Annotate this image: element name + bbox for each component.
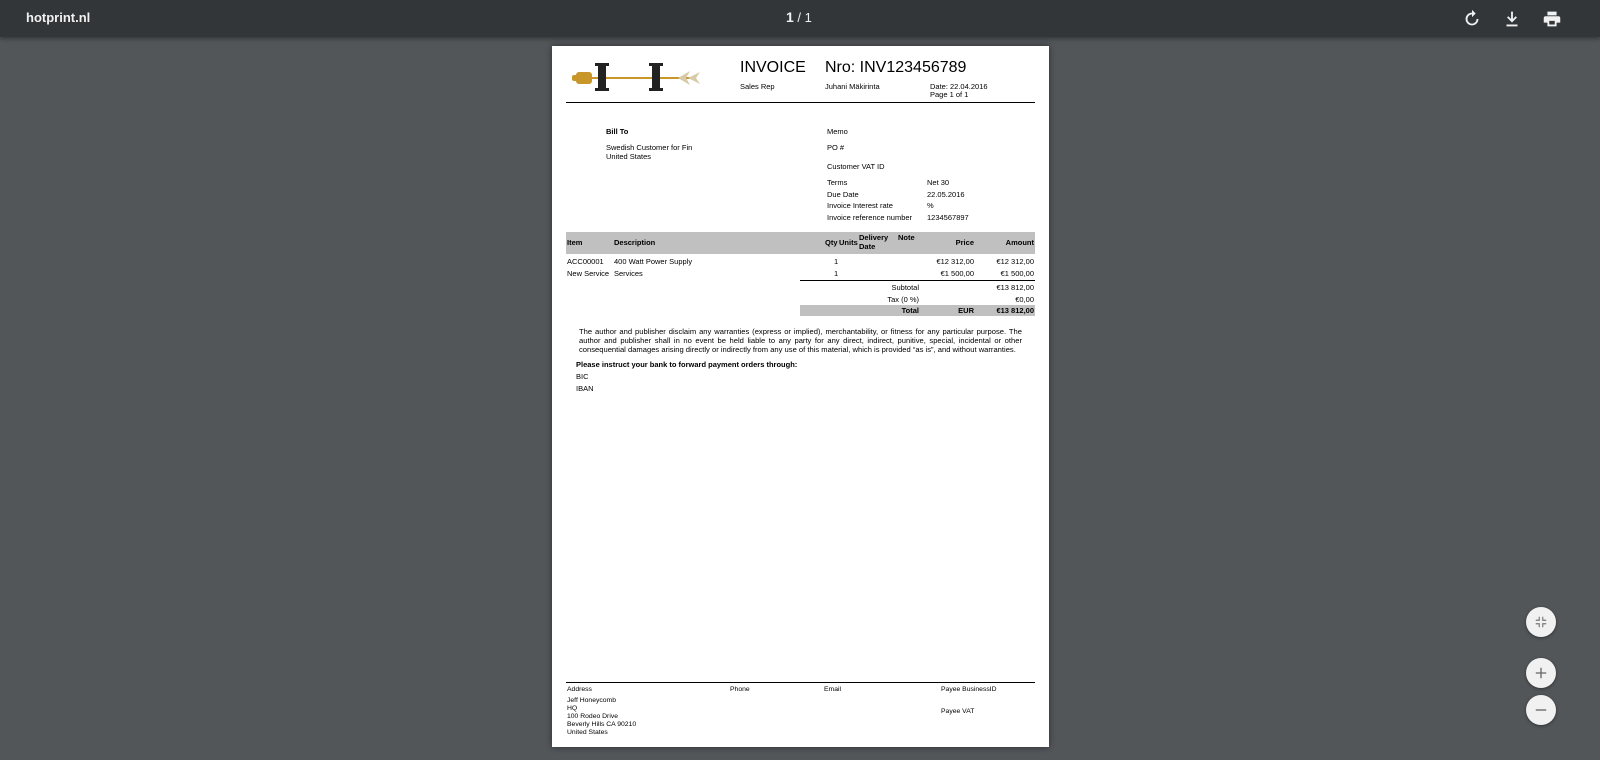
download-icon[interactable] (1501, 8, 1523, 30)
row2-price: €1 500,00 (940, 269, 974, 278)
bank-instruction: Please instruct your bank to forward payment orders through: (576, 360, 798, 369)
bic-label: BIC (576, 372, 589, 381)
row1-description: 400 Watt Power Supply (614, 257, 693, 266)
row1-price: €12 312,00 (936, 257, 974, 266)
row2-qty: 1 (834, 269, 839, 278)
interest-rate-label: Invoice Interest rate (827, 201, 893, 210)
row2-description: Services (614, 269, 643, 278)
zoom-out-button[interactable] (1526, 695, 1556, 725)
col-price: Price (955, 238, 974, 247)
zoom-in-button[interactable] (1526, 658, 1556, 688)
col-delivery-date: Date (859, 242, 876, 251)
due-date-label: Due Date (827, 190, 859, 199)
reference-number-label: Invoice reference number (827, 213, 913, 222)
viewer-toolbar (0, 0, 1600, 37)
zoom-out-icon (1534, 703, 1548, 717)
interest-rate-value: % (927, 201, 934, 210)
footer-address-line: United States (567, 729, 608, 736)
footer-address-line: HQ (567, 705, 578, 712)
row2-item: New Service (567, 269, 610, 278)
row1-item: ACC00001 (567, 257, 604, 266)
disclaimer-text: The author and publisher disclaim any warranties (express or implied), merchantability, or fitness for any particular purpose. The author and publisher shall in no event be held liable to any party for any direct, indirect, punitive, special, incidental or other consequential damages arising directly or indirectly from any use of this material, which is provided “as is”, and without warranties. (579, 327, 1022, 354)
footer-phone-label: Phone (730, 686, 750, 693)
row1-amount: €12 312,00 (996, 257, 1034, 266)
tax-label: Tax (0 %) (887, 295, 919, 304)
total-currency: EUR (958, 306, 974, 315)
current-page-input[interactable]: 1 (786, 9, 794, 25)
page-separator: / (797, 10, 802, 25)
invoice-title: INVOICE (740, 59, 806, 76)
document-title: hotprint.nl (26, 10, 91, 25)
due-date-value: 22.05.2016 (927, 190, 965, 199)
company-logo (570, 60, 704, 94)
col-delivery: Delivery (859, 233, 889, 242)
col-note: Note (898, 233, 915, 242)
memo-label: Memo (827, 127, 848, 136)
terms-label: Terms (827, 178, 848, 187)
total-value: €13 812,00 (996, 306, 1034, 315)
reference-number-value: 1234567897 (927, 213, 969, 222)
fit-page-icon (1534, 615, 1548, 629)
footer-address-label: Address (567, 686, 592, 693)
footer-divider (566, 682, 1035, 683)
bill-to-label: Bill To (606, 127, 629, 136)
col-description: Description (614, 238, 656, 247)
sales-rep-name: Juhani Mäkirinta (825, 82, 880, 91)
invoice-date: Date: 22.04.2016 (930, 82, 988, 91)
po-label: PO # (827, 143, 845, 152)
fit-page-button[interactable] (1526, 607, 1556, 637)
zoom-in-icon (1534, 666, 1548, 680)
footer-address-line: 100 Rodeo Drive (567, 713, 619, 720)
footer-address-line: Beverly Hills CA 90210 (567, 721, 637, 728)
footer-business-id-label: Payee BusinessID (941, 686, 997, 693)
iban-label: IBAN (576, 384, 594, 393)
page-indicator (786, 9, 812, 25)
page-count: Page 1 of 1 (930, 90, 969, 99)
subtotal-label: Subtotal (891, 283, 919, 292)
footer-address-line: Jeff Honeycomb (567, 697, 616, 704)
totals-divider (800, 280, 1035, 281)
total-label: Total (901, 306, 919, 315)
terms-value: Net 30 (927, 178, 950, 187)
header-divider (566, 102, 1035, 103)
row2-amount: €1 500,00 (1000, 269, 1034, 278)
bill-to-country: United States (606, 152, 652, 161)
col-amount: Amount (1005, 238, 1034, 247)
col-item: Item (567, 238, 583, 247)
total-pages: 1 (804, 10, 812, 25)
rotate-icon[interactable] (1461, 8, 1483, 30)
tax-value: €0,00 (1015, 295, 1034, 304)
bill-to-name: Swedish Customer for Fin (606, 143, 693, 152)
col-qty: Qty (825, 238, 838, 247)
customer-vat-label: Customer VAT ID (827, 162, 885, 171)
col-units: Units (839, 238, 858, 247)
document-page (552, 46, 1049, 747)
subtotal-value: €13 812,00 (996, 283, 1034, 292)
footer-email-label: Email (824, 686, 841, 693)
sales-rep-label: Sales Rep (740, 82, 775, 91)
row1-qty: 1 (834, 257, 839, 266)
footer-payee-vat-label: Payee VAT (941, 708, 975, 715)
invoice-number: Nro: INV123456789 (825, 59, 967, 76)
print-icon[interactable] (1541, 8, 1563, 30)
